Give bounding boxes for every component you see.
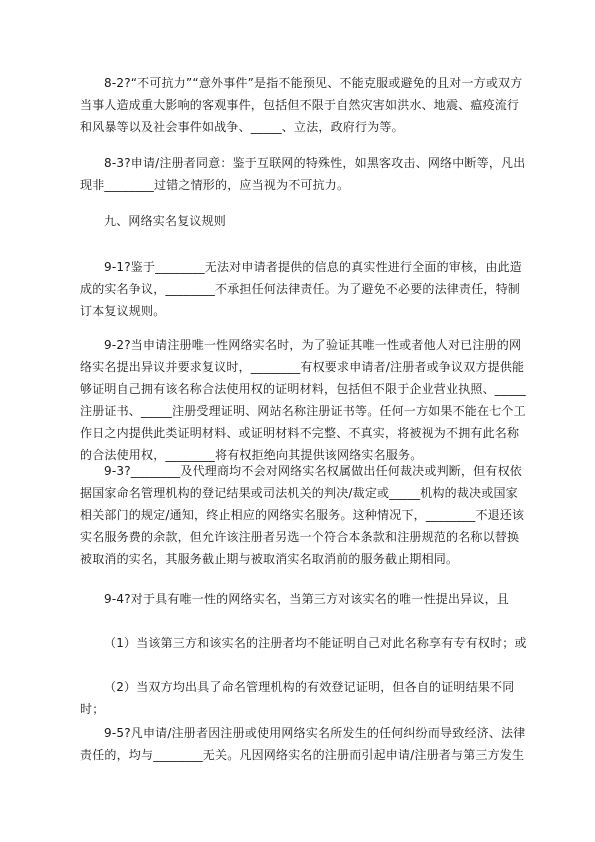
clause-9-5: 9-5?凡申请/注册者因注册或使用网络实名所发生的任何纠纷而导致经济、法律责任的，均与________无关。凡因网络实名的注册而引起申请/注册者与第三方发生 (80, 726, 526, 762)
clause-8-3: 8-3?申请/注册者同意：鉴于互联网的特殊性，如黑客攻击、网络中断等，凡出现非________过错之情形的，应当视为不可抗力。 (80, 156, 526, 192)
clause-9-4: 9-4?对于具有唯一性的网络实名，当第三方对该实名的唯一性提出异议，且 (104, 592, 509, 606)
clause-9-4-item-1: （1）当该第三方和该实名的注册者均不能证明自己对此名称享有专有权时；或 (104, 636, 527, 650)
clause-9-3: 9-3?________及代理商均不会对网络实名权属做出任何裁决或判断，但有权依据国家命名管理机构的登记结果或司法机关的判决/裁定或_____机构的裁决或国家相关部门的规定/通知，终止相应的网络实名服务。这种情况下，________不退还该实名服务费的余款，但允许该注册者另选一个符合本条款和注册规范的名称以替换被取消的实名，其服务截止期与被取消实名取消前的服务截止期相同。 (80, 464, 525, 566)
clause-9-1: 9-1?鉴于________无法对申请者提供的信息的真实性进行全面的审核，由此造成的实名争议，________不承担任何法律责任。为了避免不必要的法律责任，特制订本复议规则。 (80, 260, 522, 318)
clause-9-2: 9-2?当申请注册唯一性网络实名时，为了验证其唯一性或者他人对已注册的网络实名提出异议并要求复议时，________有权要求申请者/注册者或争议双方提供能够证明自己拥有该名称合法使用权的证明材料，包括但不限于企业营业执照、_____注册证书、_____注册受理证明、网站名称注册证书等。任何一方如果不能在七个工作日之内提供此类证明材料、或证明材料不完整、不真实，将被视为不拥有此名称的合法使用权，________将有权拒绝向其提供该网络实名服务。 (80, 338, 526, 462)
clause-8-2: 8-2?“不可抗力”“意外事件”是指不能预见、不能克服或避免的且对一方或双方当事人造成重大影响的客观事件，包括但不限于自然灾害如洪水、地震、瘟疫流行和风暴等以及社会事件如战争、_____、立法，政府行为等。 (80, 76, 523, 134)
clause-9-4-item-2: （2）当双方均出具了命名管理机构的有效登记证明，但各自的证明结果不同时； (80, 680, 515, 716)
section-heading-9: 九、网络实名复议规则 (104, 214, 227, 228)
